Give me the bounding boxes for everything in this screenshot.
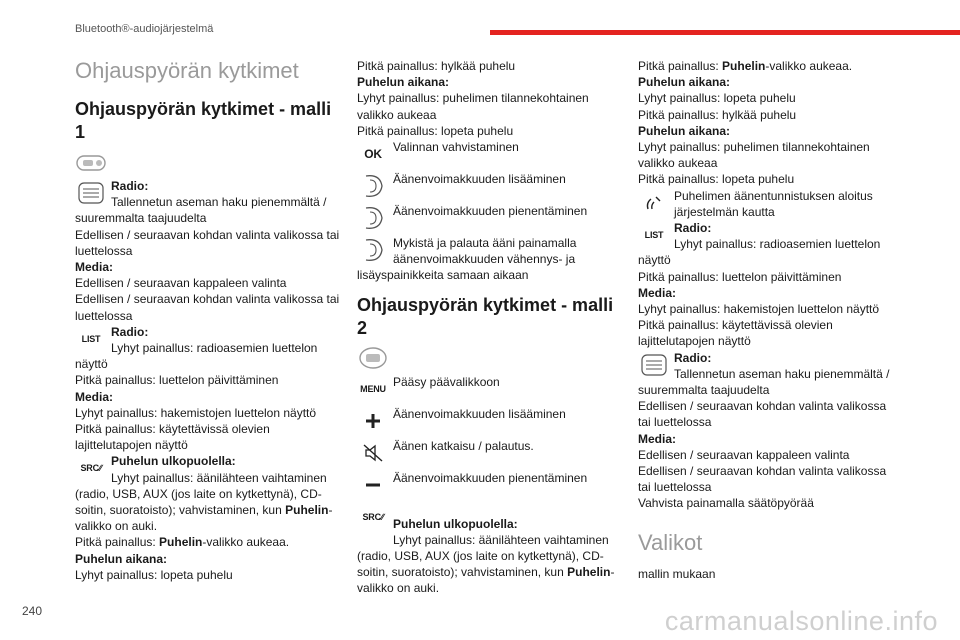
text-segment: Lyhyt painallus: äänilähteen vaihtaminen (radio, USB, AUX (jos laite on kytkettynä), CD-soitin, suoratoisto); vahvistaminen, kun xyxy=(357,532,609,580)
scroll-wheel-icon xyxy=(638,350,670,380)
radio-label: Radio: xyxy=(674,221,712,236)
text-segment: Pitkä painallus: xyxy=(75,535,160,550)
text-line: Edellisen / seuraavan kohdan valinta valikossa tai luettelossa xyxy=(75,292,340,323)
text-segment: -valikko aukeaa. xyxy=(765,59,853,73)
text-line: Pitkä painallus: lopeta puhelu xyxy=(638,172,795,187)
text-line: Edellisen / seuraavan kohdan valinta valikossa tai luettelossa xyxy=(75,227,340,258)
menu-icon xyxy=(357,374,389,404)
src2-entry xyxy=(357,502,619,597)
phone-slash-icon: ∕∕ xyxy=(380,511,384,522)
vol-up-switch-icon xyxy=(357,171,389,201)
ok-icon-text: OK xyxy=(364,146,382,161)
steering-switch-model-2-icon xyxy=(357,346,619,374)
text-line: Pitkä painallus: lopeta puhelu xyxy=(357,123,514,138)
text-line: Edellisen / seuraavan kappaleen valinta xyxy=(638,447,850,462)
list-entry xyxy=(638,220,900,350)
media-label: Media: xyxy=(638,431,677,446)
minus-entry xyxy=(357,470,619,502)
text-segment: Lyhyt painallus: äänilähteen vaihtaminen (radio, USB, AUX (jos laite on kytkettynä), CD-soitin, suoratoisto); vahvistaminen, kun xyxy=(75,470,327,518)
text-line: Äänen katkaisu / palautus. xyxy=(393,438,534,453)
src-icon-text: SRC xyxy=(362,511,381,522)
ok-entry xyxy=(357,139,619,171)
radio-label: Radio: xyxy=(674,350,712,365)
subsection-title-model-1: Ohjauspyörän kytkimet - malli 1 xyxy=(75,99,332,142)
text-segment: -valikko on auki. xyxy=(357,565,615,596)
list-icon-text: LIST xyxy=(81,333,101,344)
text-segment: Pitkä painallus: xyxy=(638,59,723,73)
text-line: Pitkä painallus: käytettävissä olevien lajittelutapojen näyttö xyxy=(75,422,270,453)
text-segment-bold: Puhelin xyxy=(159,535,203,550)
minus-icon xyxy=(357,470,389,500)
text-line xyxy=(75,534,340,550)
column-3 xyxy=(638,58,900,582)
media-label: Media: xyxy=(75,260,114,275)
text-segment: -valikko aukeaa. xyxy=(202,535,290,550)
text-line: Edellisen / seuraavan kappaleen valinta xyxy=(75,276,287,291)
text-line: Vahvista painamalla säätöpyörää xyxy=(638,496,814,511)
src-icon-text: SRC xyxy=(80,463,99,474)
text-line: Lyhyt painallus: puhelimen tilannekohtainen valikko aukeaa xyxy=(638,140,870,171)
text-line: Edellisen / seuraavan kohdan valinta valikossa tai luettelossa xyxy=(638,464,887,495)
plus-entry xyxy=(357,406,619,438)
text-line: Pitkä painallus: hylkää puhelu xyxy=(638,107,797,122)
list-icon xyxy=(75,324,107,354)
src-icon xyxy=(357,502,389,532)
radio-label: Radio: xyxy=(111,324,149,339)
text-line: Lyhyt painallus: lopeta puhelu xyxy=(75,567,233,582)
text-segment-bold: Puhelin xyxy=(567,565,611,580)
during-call-label: Puhelun aikana: xyxy=(638,75,731,90)
radio-scroll-entry xyxy=(75,178,340,324)
menu-entry xyxy=(357,374,619,406)
phone-slash-icon: ∕∕ xyxy=(98,463,102,474)
during-call-label: Puhelun aikana: xyxy=(638,123,731,138)
src-icon xyxy=(75,453,107,483)
text-line: Puhelimen äänentunnistuksen aloitus järjestelmän kautta xyxy=(674,188,873,219)
list-icon xyxy=(638,220,670,250)
ok-icon xyxy=(357,139,389,169)
text-line xyxy=(638,58,900,74)
text-line: Äänenvoimakkuuden lisääminen xyxy=(393,172,566,187)
outside-call-label: Puhelun ulkopuolella: xyxy=(393,516,518,531)
text-line: Lyhyt painallus: puhelimen tilannekohtainen valikko aukeaa xyxy=(357,91,589,122)
subsection-title-model-2: Ohjauspyörän kytkimet - malli 2 xyxy=(357,294,614,338)
voice-entry xyxy=(638,188,900,220)
mute2-entry xyxy=(357,438,619,470)
voice-recognition-icon xyxy=(638,188,670,218)
watermark: carmanualsonline.info xyxy=(664,606,938,636)
text-line: Pitkä painallus: luettelon päivittäminen xyxy=(75,373,279,388)
text-line: Äänenvoimakkuuden pienentäminen xyxy=(393,204,588,219)
list-icon-text: LIST xyxy=(644,229,664,240)
speaker-mute-icon xyxy=(357,438,389,468)
vol-down-switch-icon xyxy=(357,203,389,233)
media-label: Media: xyxy=(638,285,677,300)
during-call-label: Puhelun aikana: xyxy=(357,75,450,90)
menu-icon-text: MENU xyxy=(360,383,386,394)
steering-switch-model-1-icon xyxy=(75,152,340,178)
column-2 xyxy=(357,58,619,597)
text-line: Äänenvoimakkuuden lisääminen xyxy=(393,406,566,421)
vol-up-entry xyxy=(357,171,619,203)
during-call-label: Puhelun aikana: xyxy=(75,551,168,566)
scroll-wheel-icon xyxy=(75,178,107,208)
running-header: Bluetooth®-audiojärjestelmä xyxy=(75,23,214,35)
text-line: Pitkä painallus: luettelon päivittäminen xyxy=(638,269,842,284)
text-segment-bold: Puhelin xyxy=(722,59,766,73)
media-label: Media: xyxy=(75,389,114,404)
column-1 xyxy=(75,58,340,583)
plus-icon xyxy=(357,406,389,436)
text-line: Tallennetun aseman haku pienemmältä / suuremmalta taajuudelta xyxy=(75,195,327,226)
section-title-menus: Valikot xyxy=(638,529,703,555)
mute-switch-icon xyxy=(357,235,389,265)
text-line: Lyhyt painallus: radioasemien luettelon näyttö xyxy=(638,237,881,268)
outside-call-label: Puhelun ulkopuolella: xyxy=(111,454,236,469)
list-entry xyxy=(75,324,340,454)
vol-down-entry xyxy=(357,203,619,235)
text-line: mallin mukaan xyxy=(638,566,716,581)
text-line: Pääsy päävalikkoon xyxy=(393,374,500,389)
text-line xyxy=(357,532,619,597)
text-line: Lyhyt painallus: hakemistojen luettelon näyttö xyxy=(638,302,880,317)
text-line: Lyhyt painallus: radioasemien luettelon näyttö xyxy=(75,341,318,372)
radio-scroll-entry xyxy=(638,350,900,512)
page-number: 240 xyxy=(22,604,43,618)
text-line: Edellisen / seuraavan kohdan valinta valikossa tai luettelossa xyxy=(638,399,887,430)
section-title: Ohjauspyörän kytkimet xyxy=(75,58,299,83)
mute-entry xyxy=(357,235,619,284)
text-line: Lyhyt painallus: lopeta puhelu xyxy=(638,91,796,106)
text-line: Pitkä painallus: käytettävissä olevien lajittelutapojen näyttö xyxy=(638,318,833,349)
header-accent-bar xyxy=(490,30,960,35)
text-segment: -valikko on auki. xyxy=(75,503,333,534)
text-line: Tallennetun aseman haku pienemmältä / suuremmalta taajuudelta xyxy=(638,366,890,398)
src-entry xyxy=(75,453,340,583)
radio-label: Radio: xyxy=(111,179,149,193)
text-line: Lyhyt painallus: hakemistojen luettelon näyttö xyxy=(75,405,317,420)
text-line: Valinnan vahvistaminen xyxy=(393,140,519,155)
text-line: Pitkä painallus: hylkää puhelu xyxy=(357,59,516,73)
text-line: Äänenvoimakkuuden pienentäminen xyxy=(393,470,588,485)
text-segment-bold: Puhelin xyxy=(285,503,329,518)
text-line xyxy=(75,470,340,535)
text-line: Mykistä ja palauta ääni painamalla äänenvoimakkuuden vähennys- ja lisäyspainikkeita samaan aikaan xyxy=(357,236,577,283)
